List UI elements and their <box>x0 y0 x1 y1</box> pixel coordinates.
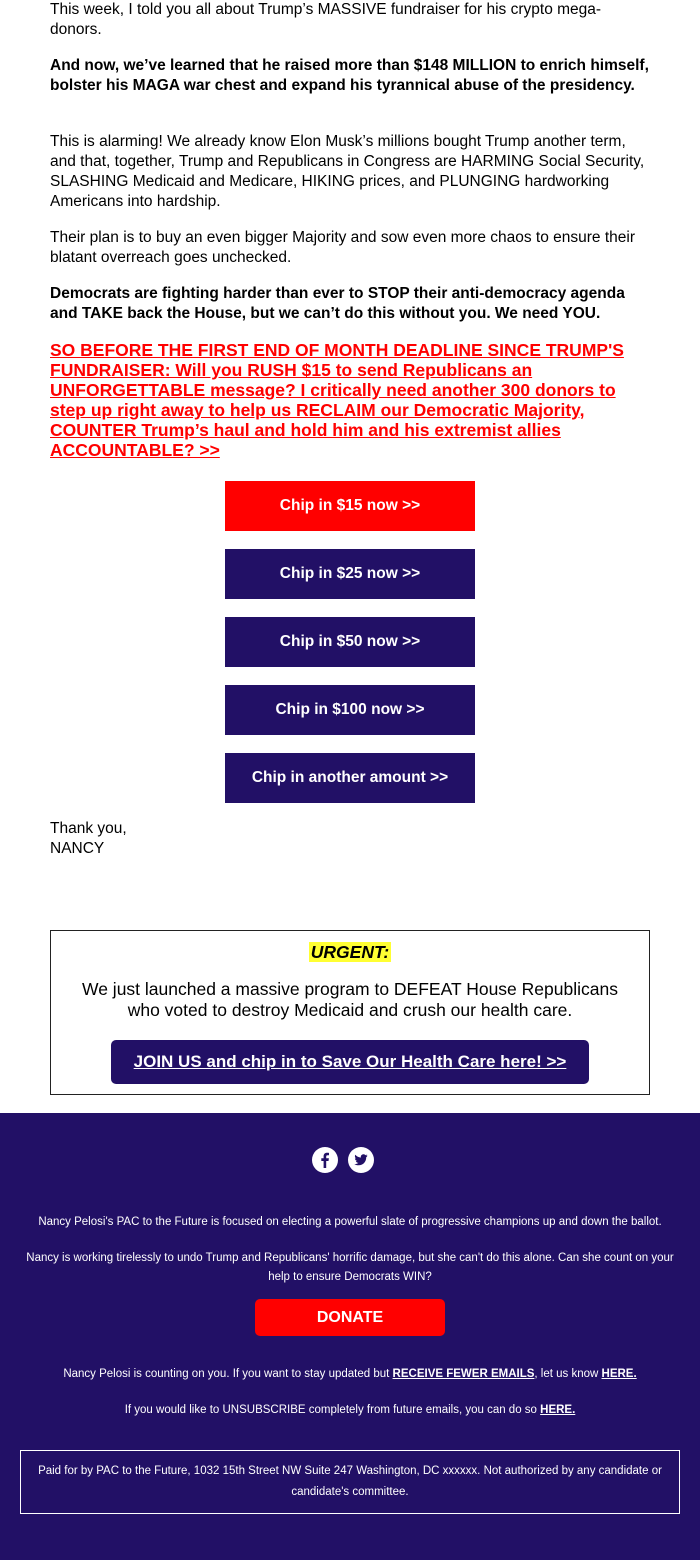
facebook-icon[interactable] <box>312 1147 338 1173</box>
paid-for-text: Paid for by PAC to the Future, 1032 15th Street NW Suite 247 Washington, DC xxxxxx. Not authorized by any candidate or candidate's committee. <box>38 1465 662 1498</box>
footer-appeal-text: Nancy is working tirelessly to undo Trump and Republicans' horrific damage, but she can't do this alone. Can she count on your help to ensure Democrats WIN? <box>26 1252 674 1283</box>
chip-other-amount-button[interactable]: Chip in another amount >> <box>225 753 475 803</box>
fewer-emails-prefix: Nancy Pelosi is counting on you. If you want to stay updated but <box>63 1368 393 1380</box>
fewer-emails-mid: , let us know <box>534 1368 602 1380</box>
fewer-emails-text <box>20 1365 680 1384</box>
urgent-box <box>50 930 650 1095</box>
chip-100-button[interactable]: Chip in $100 now >> <box>225 685 475 735</box>
donation-ask-link[interactable]: SO BEFORE THE FIRST END OF MONTH DEADLINE SINCE TRUMP'S FUNDRAISER: Will you RUSH $15 to send Republicans an UNFORGETTABLE message? I critically need another 300 donors to step up right away to help us RECLAIM our Democratic Majority, COUNTER Trump’s haul and hold him and his extremist allies ACCOUNTABLE? >> <box>50 340 624 460</box>
footer <box>0 1113 700 1560</box>
urgent-heading: URGENT: <box>310 942 390 962</box>
signoff-thanks: Thank you, <box>50 820 127 837</box>
signoff-name: NANCY <box>50 840 105 857</box>
chip-50-button[interactable]: Chip in $50 now >> <box>225 617 475 667</box>
save-health-care-button[interactable]: JOIN US and chip in to Save Our Health Care here! >> <box>111 1040 589 1084</box>
paragraph-alarming: This is alarming! We already know Elon Musk’s millions bought Trump another term, and that, together, Trump and Republicans in Congress are HARMING Social Security, SLASHING Medicaid and Medicare, HIKING prices, and PLUNGING hardworking Americans into hardship. <box>50 133 645 210</box>
paragraph-raised: And now, we’ve learned that he raised more than $148 MILLION to enrich himself, bolster his MAGA war chest and expand his tyrannical abuse of the presidency. <box>50 57 649 94</box>
paid-for-box <box>20 1450 680 1514</box>
paragraph-plan: Their plan is to buy an even bigger Majority and sow even more chaos to ensure their blatant overreach goes unchecked. <box>50 229 636 266</box>
paragraph-intro: This week, I told you all about Trump’s MASSIVE fundraiser for his crypto mega-donors. <box>50 1 602 38</box>
fewer-emails-here-link[interactable]: HERE. <box>601 1368 637 1380</box>
unsubscribe-here-link[interactable]: HERE. <box>540 1404 576 1416</box>
signoff <box>50 819 127 859</box>
urgent-text: We just launched a massive program to DEFEAT House Republicans who voted to destroy Medicaid and crush our health care. <box>82 979 618 1020</box>
unsubscribe-prefix: If you would like to UNSUBSCRIBE completely from future emails, you can do so <box>124 1404 541 1416</box>
chip-25-button[interactable]: Chip in $25 now >> <box>225 549 475 599</box>
social-links <box>312 1147 374 1173</box>
twitter-icon[interactable] <box>348 1147 374 1173</box>
receive-fewer-emails-link[interactable]: RECEIVE FEWER EMAILS <box>392 1368 535 1380</box>
paragraph-fighting: Democrats are fighting harder than ever to STOP their anti-democracy agenda and TAKE back the House, but we can’t do this without you. We need YOU. <box>50 285 625 322</box>
chip-15-button[interactable]: Chip in $15 now >> <box>225 481 475 531</box>
unsubscribe-text <box>20 1401 680 1420</box>
footer-mission-text: Nancy Pelosi's PAC to the Future is focused on electing a powerful slate of progressive champions up and down the ballot. <box>38 1216 662 1228</box>
donate-button[interactable]: DONATE <box>255 1299 445 1336</box>
